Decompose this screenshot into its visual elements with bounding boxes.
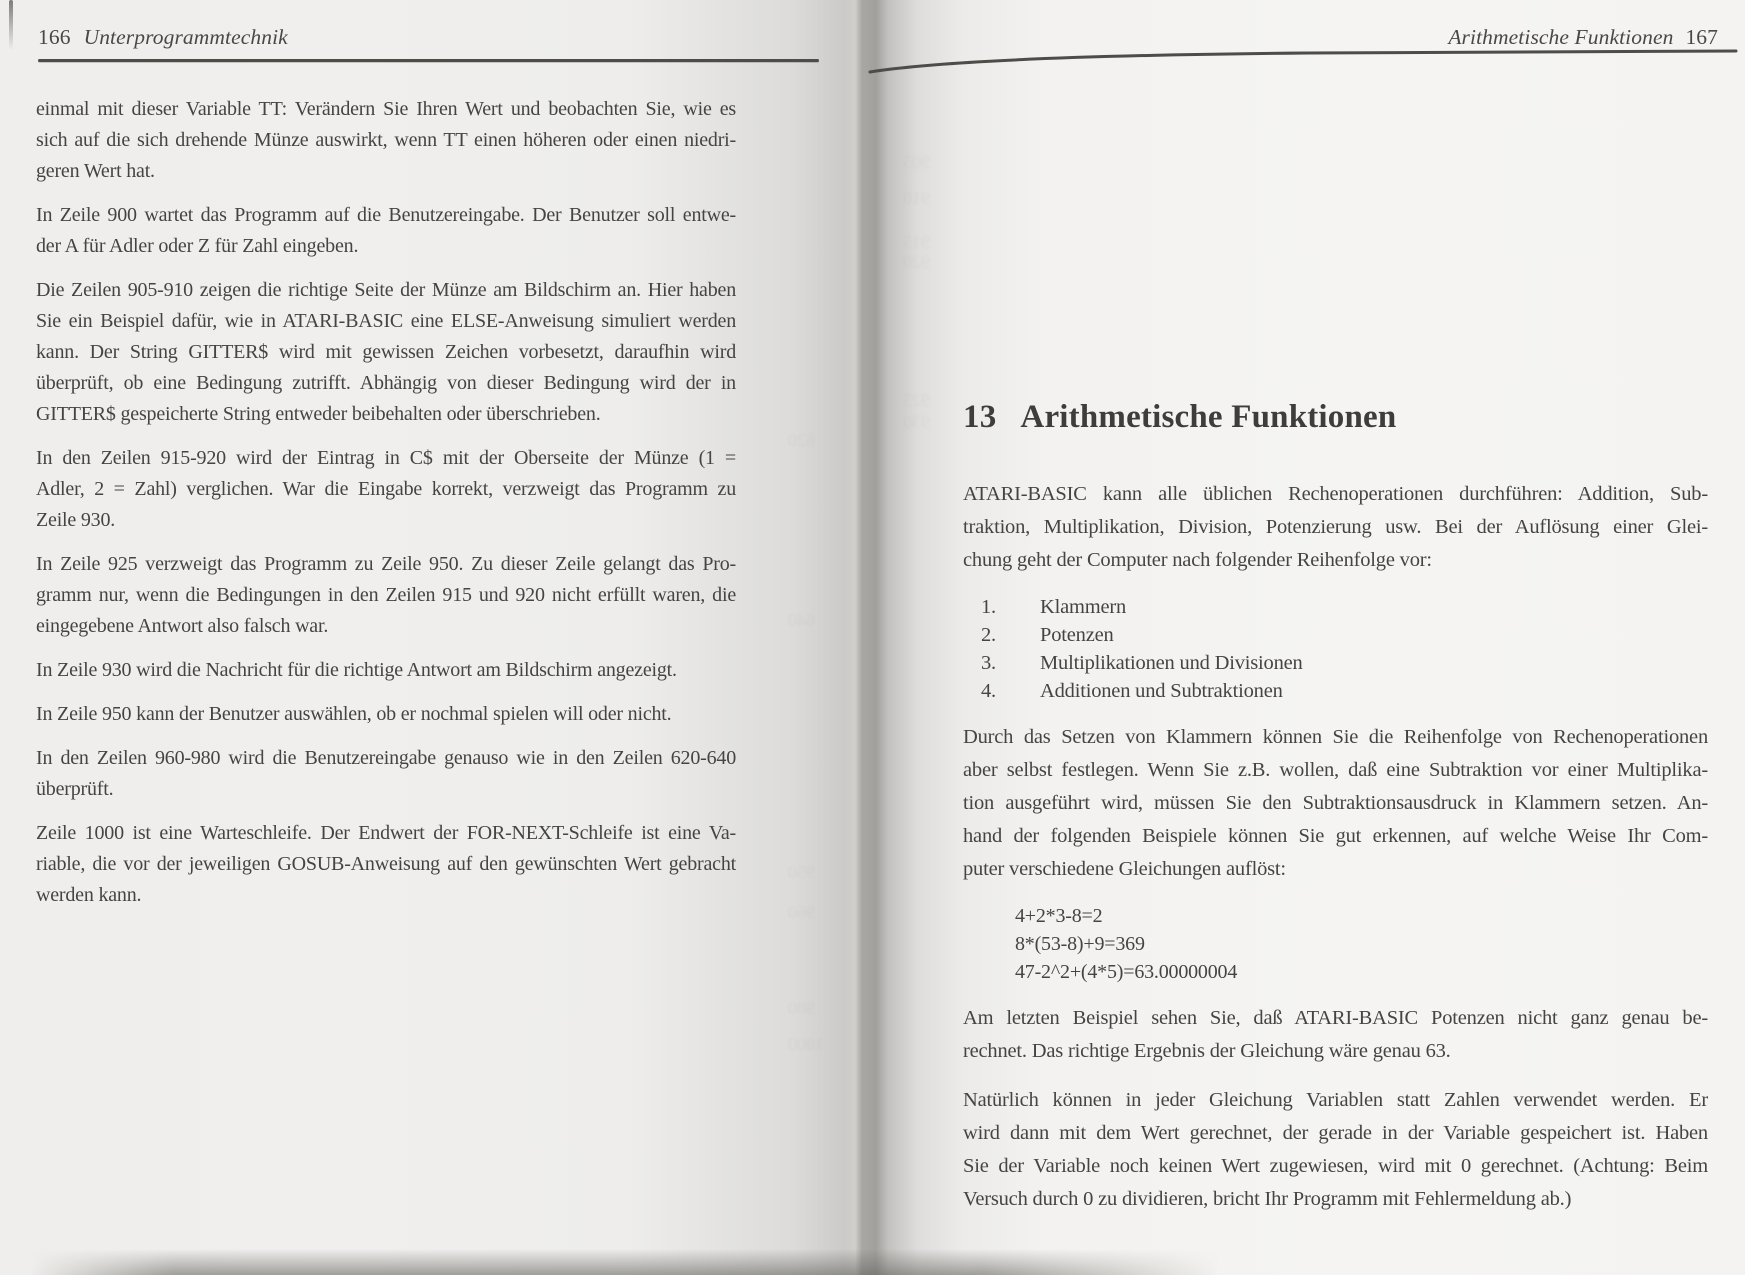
bleed-through-text: 960 xyxy=(788,902,815,922)
paragraph xyxy=(36,443,736,536)
right-page-number: 167 xyxy=(1685,25,1718,49)
left-page-body xyxy=(36,94,736,924)
text-line: Zeile 930. xyxy=(36,509,116,531)
paragraph xyxy=(963,721,1708,886)
text-line: Zeile 1000 ist eine Warteschleife. Der Endwert der FOR-NEXT-Schleife ist eine Va- xyxy=(36,822,736,844)
list-item xyxy=(963,649,1708,677)
bleed-through-text: 925 xyxy=(903,390,930,410)
bleed-through-text: 910 xyxy=(903,188,930,208)
text-line: Sie der Variable noch keinen Wert zugewiesen, wird mit 0 gerechnet. (Achtung: Beim xyxy=(963,1155,1708,1177)
ordered-list xyxy=(963,593,1708,705)
chapter-title: Arithmetische Funktionen xyxy=(1020,399,1397,435)
bleed-through-text: 640 xyxy=(788,610,815,630)
text-line: werden kann. xyxy=(36,884,142,906)
text-line: traktion, Multiplikation, Division, Potenzierung usw. Bei der Auflösung einer Glei- xyxy=(963,516,1708,538)
chapter-number: 13 xyxy=(963,399,997,435)
text-line: der A für Adler oder Z für Zahl eingeben. xyxy=(36,235,359,257)
text-line: Versuch durch 0 zu dividieren, bricht Ihr Programm mit Fehlermeldung ab.) xyxy=(963,1188,1572,1210)
bleed-through-text: 1000 xyxy=(788,1034,824,1054)
text-line: aber selbst festlegen. Wenn Sie z.B. wollen, daß eine Subtraktion vor einer Multiplika- xyxy=(963,759,1708,781)
left-running-title: Unterprogrammtechnik xyxy=(83,25,288,49)
text-line: tion ausgeführt wird, müssen Sie den Subtraktionsausdruck in Klammern setzen. An- xyxy=(963,792,1708,814)
text-line: Am letzten Beispiel sehen Sie, daß ATARI-BASIC Potenzen nicht ganz genau be- xyxy=(963,1007,1708,1029)
text-line: Natürlich können in jeder Gleichung Variablen statt Zahlen verwendet werden. Er xyxy=(963,1089,1708,1111)
text-line: In Zeile 950 kann der Benutzer auswählen, ob er nochmal spielen will oder nicht. xyxy=(36,703,672,725)
text-line: Adler, 2 = Zahl) verglichen. War die Eingabe korrekt, verzweigt das Programm zu xyxy=(36,478,736,500)
text-line: Die Zeilen 905-910 zeigen die richtige Seite der Münze am Bildschirm an. Hier haben xyxy=(36,279,736,301)
text-line: einmal mit dieser Variable TT: Verändern Sie Ihren Wert und beobachten Sie, wie es xyxy=(36,98,736,120)
right-running-title: Arithmetische Funktionen xyxy=(1448,25,1674,49)
equation-line: 8*(53-8)+9=369 xyxy=(1015,933,1145,955)
text-line: überprüft. xyxy=(36,778,114,800)
paragraph xyxy=(963,478,1708,577)
bleed-through-text: 915 xyxy=(903,232,930,252)
paragraph xyxy=(36,94,736,187)
text-line: GITTER$ gespeicherte String entweder beibehalten oder überschrieben. xyxy=(36,403,601,425)
text-line: In Zeile 925 verzweigt das Programm zu Zeile 950. Zu dieser Zeile gelangt das Pro- xyxy=(36,553,736,575)
text-line: gramm nur, wenn die Bedingungen in den Zeilen 915 und 920 nicht erfüllt waren, die xyxy=(36,584,736,606)
list-item xyxy=(963,593,1708,621)
right-header-rule xyxy=(868,44,1740,78)
list-item-text: Additionen und Subtraktionen xyxy=(1040,680,1283,702)
scan-edge-artifact xyxy=(9,0,13,50)
text-line: eingegebene Antwort also falsch war. xyxy=(36,615,329,637)
bleed-through-text: 930 xyxy=(903,412,930,432)
left-header-rule xyxy=(38,59,819,62)
text-line: sich auf die sich drehende Münze auswirkt, wenn TT einen höheren oder einen niedri- xyxy=(36,129,736,151)
equation-block xyxy=(963,902,1708,986)
text-line: In den Zeilen 915-920 wird der Eintrag in C$ mit der Oberseite der Münze (1 = xyxy=(36,447,736,469)
text-line: hand der folgenden Beispiele können Sie gut erkennen, auf welche Weise Ihr Com- xyxy=(963,825,1708,847)
paragraph xyxy=(36,655,736,686)
paragraph xyxy=(36,818,736,911)
chapter-heading xyxy=(963,399,1396,436)
text-line: In Zeile 900 wartet das Programm auf die Benutzereingabe. Der Benutzer soll entwe- xyxy=(36,204,736,226)
list-item-marker: 3. xyxy=(981,652,996,674)
bleed-through-text: 905 xyxy=(903,152,930,172)
paragraph xyxy=(36,275,736,430)
text-line: ATARI-BASIC kann alle üblichen Rechenoperationen durchführen: Addition, Sub- xyxy=(963,483,1708,505)
equation-line: 47-2^2+(4*5)=63.00000004 xyxy=(1015,961,1238,983)
paragraph xyxy=(36,200,736,262)
list-item xyxy=(963,621,1708,649)
right-page-body xyxy=(963,478,1708,1232)
bleed-through-text: 620 xyxy=(788,430,815,450)
left-page-number: 166 xyxy=(38,25,71,49)
paragraph xyxy=(36,549,736,642)
left-running-header xyxy=(38,24,288,50)
text-line: geren Wert hat. xyxy=(36,160,155,182)
paragraph xyxy=(963,1084,1708,1216)
text-line: überprüft, ob eine Bedingung zutrifft. Abhängig von dieser Bedingung wird der in xyxy=(36,372,736,394)
text-line: wird dann mit dem Wert gerechnet, der gerade in der Variable gespeichert ist. Haben xyxy=(963,1122,1708,1144)
page-bottom-shadow xyxy=(30,1249,1220,1275)
bleed-through-text: 980 xyxy=(788,998,815,1018)
bleed-through-text: 920 xyxy=(903,252,930,272)
list-item-text: Klammern xyxy=(1040,596,1127,618)
text-line: riable, die vor der jeweiligen GOSUB-Anweisung auf den gewünschten Wert gebracht xyxy=(36,853,736,875)
text-line: rechnet. Das richtige Ergebnis der Gleichung wäre genau 63. xyxy=(963,1040,1451,1062)
list-item xyxy=(963,677,1708,705)
text-line: puter verschiedene Gleichungen auflöst: xyxy=(963,858,1286,880)
text-line: kann. Der String GITTER$ wird mit gewissen Zeichen vorbesetzt, daraufhin wird xyxy=(36,341,736,363)
list-item-text: Multiplikationen und Divisionen xyxy=(1040,652,1303,674)
list-item-marker: 1. xyxy=(981,596,996,618)
list-item-text: Potenzen xyxy=(1040,624,1114,646)
text-line: Sie ein Beispiel dafür, wie in ATARI-BASIC eine ELSE-Anweisung simuliert werden xyxy=(36,310,736,332)
text-line: Durch das Setzen von Klammern können Sie die Reihenfolge von Rechenoperationen xyxy=(963,726,1708,748)
equation-line: 4+2*3-8=2 xyxy=(1015,905,1103,927)
text-line: In Zeile 930 wird die Nachricht für die richtige Antwort am Bildschirm angezeigt. xyxy=(36,659,677,681)
paragraph xyxy=(36,699,736,730)
list-item-marker: 2. xyxy=(981,624,996,646)
paragraph xyxy=(963,1002,1708,1068)
bleed-through-text: 950 xyxy=(788,862,815,882)
text-line: chung geht der Computer nach folgender Reihenfolge vor: xyxy=(963,549,1432,571)
list-item-marker: 4. xyxy=(981,680,996,702)
paragraph xyxy=(36,743,736,805)
text-line: In den Zeilen 960-980 wird die Benutzereingabe genauso wie in den Zeilen 620-640 xyxy=(36,747,736,769)
